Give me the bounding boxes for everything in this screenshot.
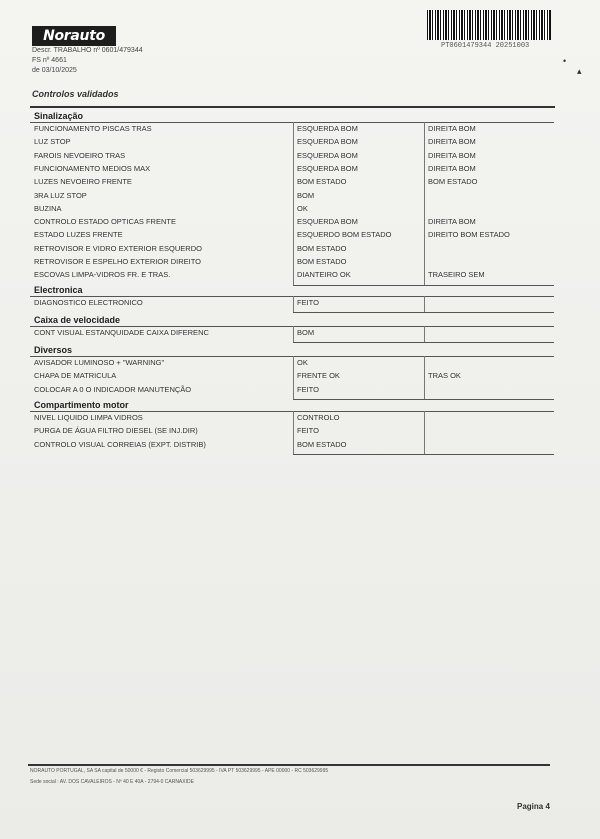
control-result-1: FEITO — [297, 384, 319, 394]
control-result-1: FEITO — [297, 426, 319, 436]
group-rule — [30, 122, 554, 123]
group-title: Diversos — [34, 345, 73, 355]
group-rule — [30, 296, 554, 297]
control-item: CHAPA DE MATRICULA — [34, 371, 117, 381]
group-title: Sinalização — [34, 111, 84, 121]
ink-mark: ▴ — [577, 66, 582, 76]
control-result-2: BOM ESTADO — [428, 177, 478, 187]
column-divider — [424, 326, 425, 342]
column-divider — [293, 356, 294, 399]
group-rule — [30, 326, 554, 327]
work-order-descr: Descr. TRABALHO nº 0601/479344 — [32, 47, 143, 54]
group-title: Electronica — [34, 285, 83, 295]
control-item: PURGA DE ÁGUA FILTRO DIESEL (SE INJ.DIR) — [34, 426, 198, 436]
control-item: CONTROLO VISUAL CORREIAS (EXPT. DISTRIB) — [34, 439, 206, 449]
control-result-1: DIANTEIRO OK — [297, 270, 351, 280]
group-bottom-rule — [293, 342, 554, 343]
control-result-1: ESQUERDA BOM — [297, 137, 358, 147]
control-result-2: TRAS OK — [428, 371, 461, 381]
ink-mark: • — [563, 56, 567, 66]
footer-company: NORAUTO PORTUGAL, SA SA capital de 50000 € - Registo Comercial 503629995 - IVA PT 503629995 - APE 00000 - RC 503629995 — [30, 768, 329, 774]
control-result-2: DIREITA BOM — [428, 137, 476, 147]
control-result-2: DIREITA BOM — [428, 124, 476, 133]
control-item: CONT VISUAL ESTANQUIDADE CAIXA DIFERENC — [34, 328, 209, 337]
group-title: Compartimento motor — [34, 400, 129, 410]
control-item: ESCOVAS LIMPA-VIDROS FR. E TRAS. — [34, 270, 171, 280]
control-result-2: DIREITA BOM — [428, 163, 476, 173]
group-bottom-rule — [293, 454, 554, 455]
control-item: BUZINA — [34, 203, 62, 213]
control-item: NIVEL LIQUIDO LIMPA VIDROS — [34, 413, 143, 422]
column-divider — [424, 411, 425, 454]
column-divider — [424, 296, 425, 312]
control-item: RETROVISOR E VIDRO EXTERIOR ESQUERDO — [34, 243, 202, 253]
control-item: COLOCAR A 0 O INDICADOR MANUTENÇÃO — [34, 384, 192, 394]
barcode-number: PT0601479344 20251003 — [441, 42, 530, 50]
control-item: FUNCIONAMENTO MEDIOS MAX — [34, 163, 151, 173]
control-result-2: DIREITA BOM — [428, 217, 476, 227]
control-result-1: ESQUERDA BOM — [297, 217, 358, 227]
control-item: LUZ STOP — [34, 137, 71, 147]
control-item: LUZES NEVOEIRO FRENTE — [34, 177, 132, 187]
column-divider — [293, 296, 294, 312]
control-item: ESTADO LUZES FRENTE — [34, 230, 123, 240]
control-item: FAROIS NEVOEIRO TRAS — [34, 150, 126, 160]
control-item: FUNCIONAMENTO PISCAS TRAS — [34, 124, 152, 133]
control-item: 3RA LUZ STOP — [34, 190, 87, 200]
footer-rule — [28, 764, 550, 766]
control-item: DIAGNOSTICO ELECTRONICO — [34, 298, 143, 307]
control-result-1: ESQUERDO BOM ESTADO — [297, 230, 392, 240]
document-date: de 03/10/2025 — [32, 67, 77, 74]
control-result-2: DIREITA BOM — [428, 150, 476, 160]
control-result-1: FEITO — [297, 298, 319, 307]
title-rule — [30, 106, 555, 108]
barcode — [427, 10, 551, 40]
column-divider — [293, 411, 294, 454]
control-result-1: ESQUERDA BOM — [297, 163, 358, 173]
control-result-2: TRASEIRO SEM — [428, 270, 485, 280]
column-divider — [424, 356, 425, 399]
control-result-1: BOM ESTADO — [297, 257, 347, 266]
column-divider — [293, 122, 294, 285]
norauto-logo: Norauto — [32, 26, 116, 46]
control-result-1: BOM ESTADO — [297, 243, 347, 253]
column-divider — [293, 326, 294, 342]
control-item: AVISADOR LUMINOSO + "WARNING" — [34, 358, 165, 367]
page-number: Pagina 4 — [517, 802, 550, 811]
control-result-1: BOM — [297, 328, 315, 337]
control-result-1: ESQUERDA BOM — [297, 150, 358, 160]
group-rule — [30, 411, 554, 412]
page-title: Controlos validados — [32, 89, 119, 99]
group-bottom-rule — [293, 312, 554, 313]
control-result-1: FRENTE OK — [297, 371, 340, 381]
control-result-1: OK — [297, 203, 308, 213]
control-item: RETROVISOR E ESPELHO EXTERIOR DIREITO — [34, 257, 201, 266]
control-result-1: BOM ESTADO — [297, 439, 347, 449]
group-title: Caixa de velocidade — [34, 315, 121, 325]
fs-number: FS nº 4661 — [32, 57, 67, 64]
control-result-1: BOM ESTADO — [297, 177, 347, 187]
control-result-1: OK — [297, 358, 308, 367]
group-bottom-rule — [293, 285, 554, 286]
group-bottom-rule — [293, 399, 554, 400]
control-result-1: ESQUERDA BOM — [297, 124, 358, 133]
footer-address: Sede social : AV. DOS CAVALEIROS - Nº 40 E 40A - 2794-0 CARNAXIDE — [30, 779, 194, 785]
control-result-1: BOM — [297, 190, 315, 200]
control-result-1: CONTROLO — [297, 413, 340, 422]
group-rule — [30, 356, 554, 357]
control-item: CONTROLO ESTADO OPTICAS FRENTE — [34, 217, 176, 227]
control-result-2: DIREITO BOM ESTADO — [428, 230, 510, 240]
column-divider — [424, 122, 425, 285]
